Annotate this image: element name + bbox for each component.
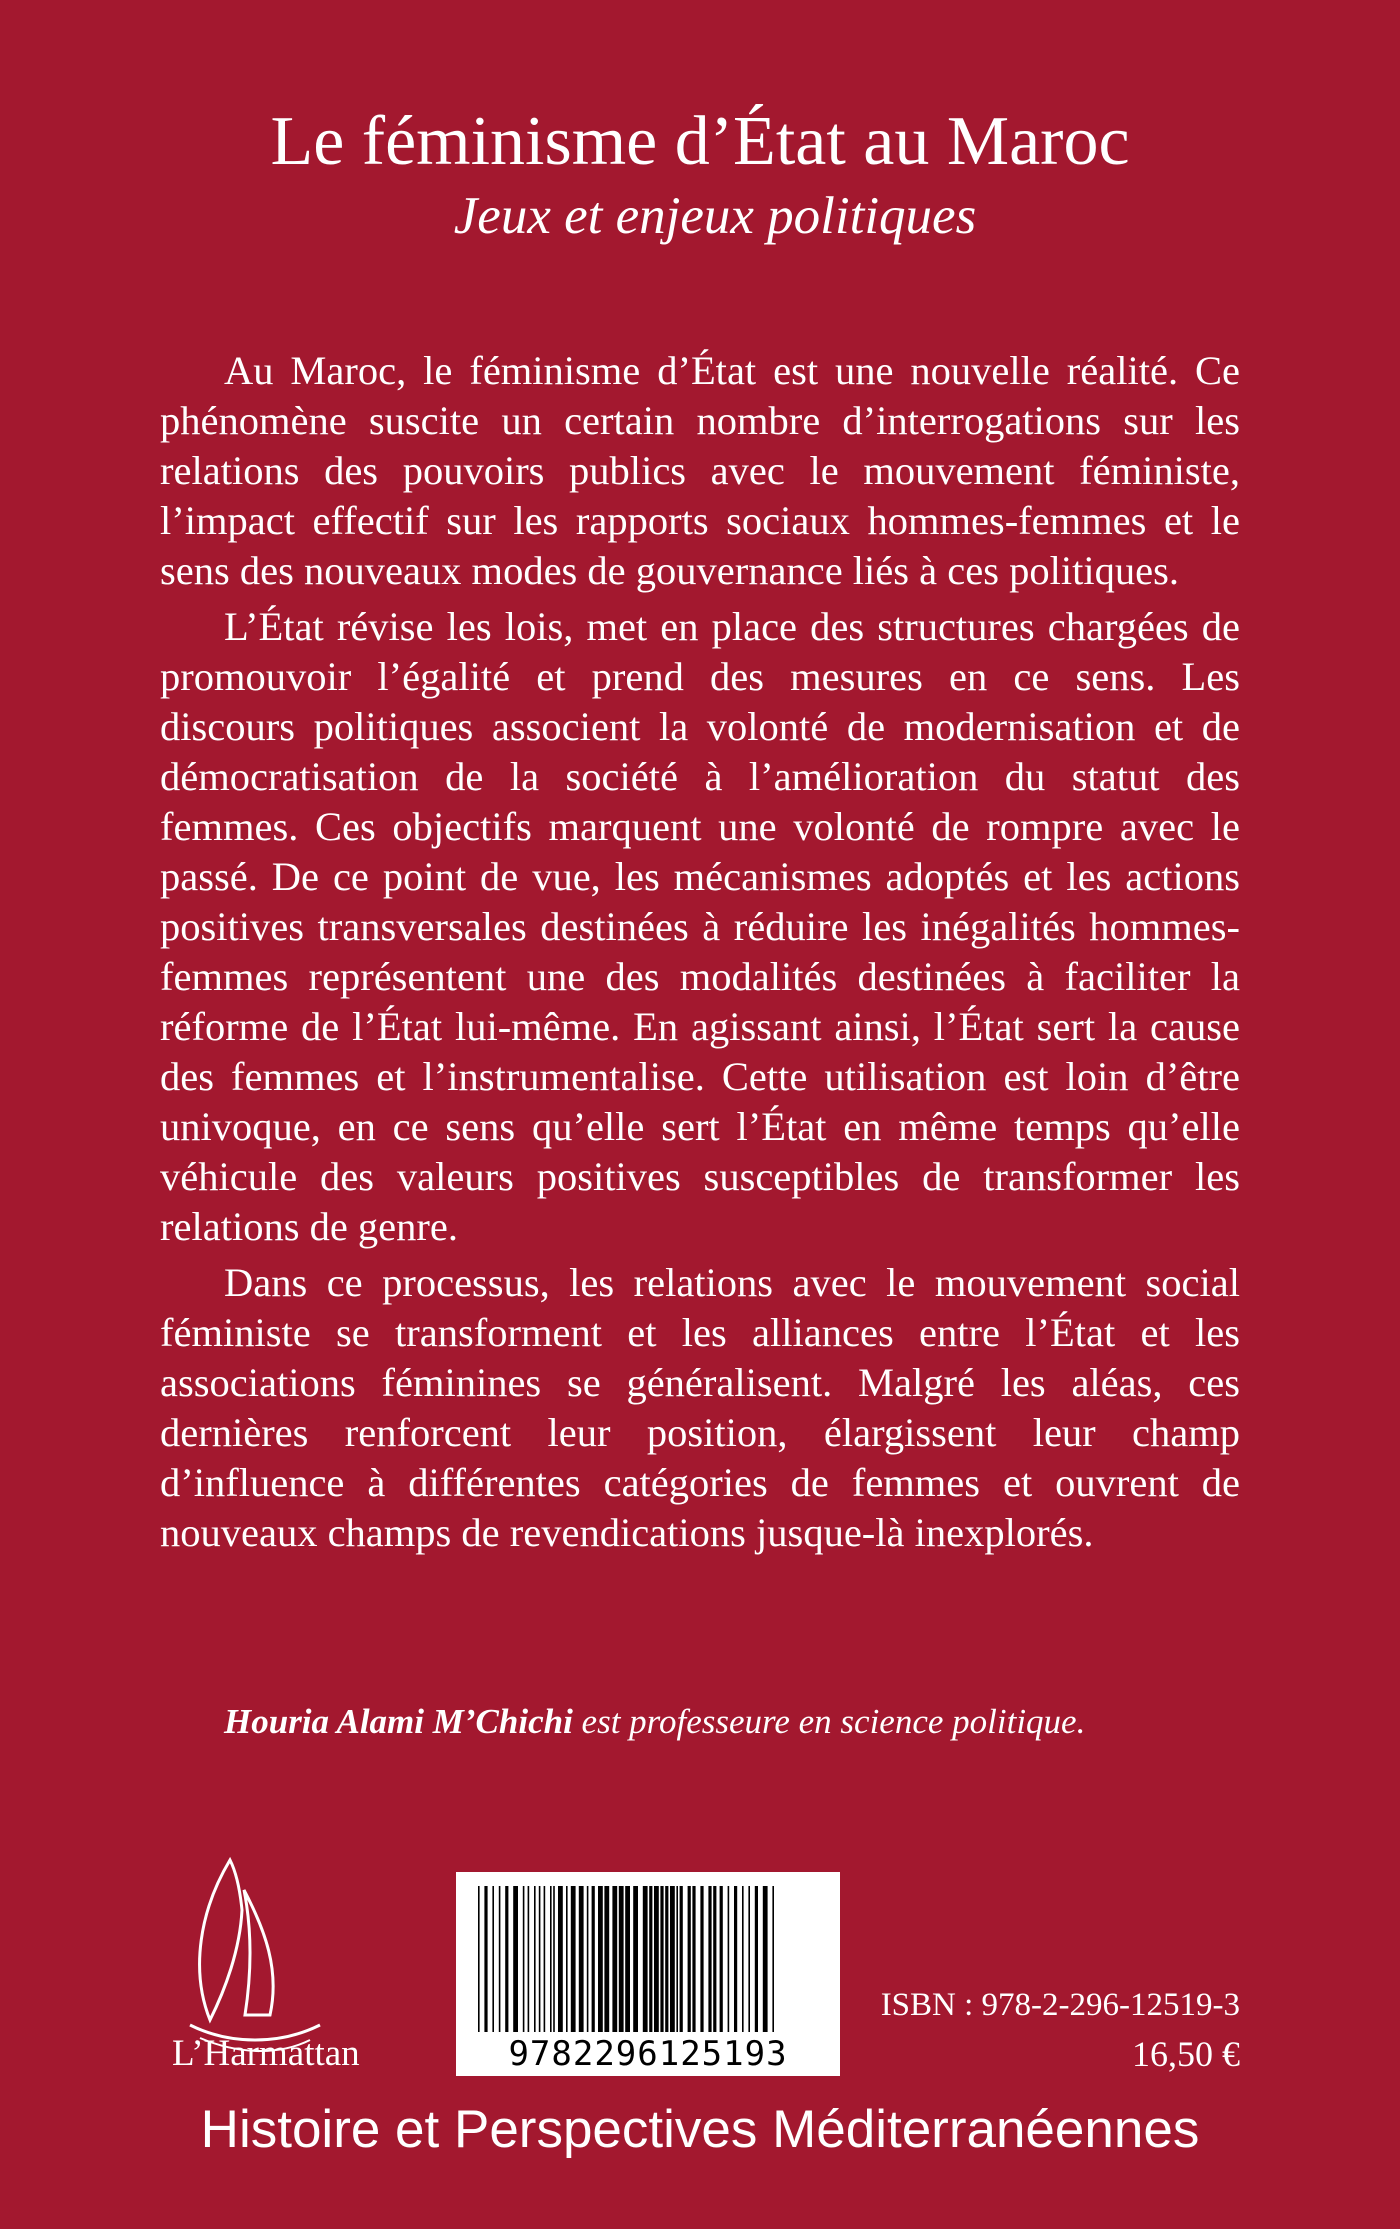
author-role: est professeure en science politique. bbox=[581, 1702, 1086, 1741]
barcode-bar bbox=[708, 1886, 711, 2032]
barcode-bar bbox=[571, 1886, 576, 2032]
barcode-bar bbox=[748, 1886, 750, 2032]
barcode-bar bbox=[492, 1886, 494, 2032]
barcode-bar bbox=[550, 1886, 552, 2032]
publisher-name: L’Harmattan bbox=[172, 2033, 360, 2074]
barcode-bar bbox=[772, 1886, 774, 2032]
barcode-bar bbox=[587, 1886, 589, 2032]
book-title: Le féminisme d’État au Maroc bbox=[270, 103, 1130, 180]
barcode-bar bbox=[742, 1886, 744, 2032]
barcode-bar bbox=[720, 1886, 723, 2032]
back-cover-summary bbox=[160, 346, 1240, 1564]
barcode-bar bbox=[478, 1886, 480, 2032]
barcode bbox=[456, 1872, 840, 2076]
barcode-bar bbox=[619, 1886, 624, 2032]
barcode-bar bbox=[566, 1886, 568, 2032]
summary-paragraph: Au Maroc, le féminisme d’État est une nouvelle réalité. Ce phénomène suscite un certain nombre d’interrogations sur les relations des pouvoirs publics avec le mouvement féministe, l’impact effectif sur les rapports sociaux hommes-femmes et le sens des nouveaux modes de gouvernance liés à ces politiques. bbox=[160, 348, 1240, 593]
barcode-bar bbox=[505, 1886, 508, 2032]
barcode-bar bbox=[692, 1886, 695, 2032]
barcode-bar bbox=[553, 1886, 555, 2032]
barcode-bar bbox=[539, 1886, 541, 2032]
barcode-bar bbox=[544, 1886, 546, 2032]
barcode-bars bbox=[476, 1886, 820, 2032]
barcode-bar bbox=[625, 1886, 630, 2032]
barcode-bar bbox=[523, 1886, 525, 2032]
barcode-bar bbox=[484, 1886, 487, 2032]
barcode-bar bbox=[579, 1886, 584, 2032]
summary-paragraph: L’État révise les lois, met en place des structures chargées de promouvoir l’égalité et prend des mesures en ce sens. Les discours politiques associent la volonté de modernisation et de démocratisation de la société à l’amélioration du statut des femmes. Ces objectifs marquent une volonté de rompre avec le passé. De ce point de vue, les mécanismes adoptés et les actions positives transversales destinées à réduire les inégalités hommes-femmes représentent une des modalités destinées à faciliter la réforme de l’État lui-même. En agissant ainsi, l’État sert la cause des femmes et l’instrumentalise. Cette utilisation est loin d’être univoque, en ce sens qu’elle sert l’État en même temps qu’elle véhicule des valeurs positives susceptibles de transformer les relations de genre. bbox=[160, 604, 1240, 1249]
barcode-bar bbox=[688, 1886, 691, 2032]
barcode-bar bbox=[612, 1886, 617, 2032]
barcode-bar bbox=[499, 1886, 501, 2032]
barcode-bar bbox=[660, 1886, 663, 2032]
price: 16,50 € bbox=[1132, 2034, 1240, 2074]
barcode-bar bbox=[654, 1886, 659, 2032]
isbn: ISBN : 978-2-296-12519-3 bbox=[880, 1987, 1240, 2023]
barcode-bar bbox=[670, 1886, 675, 2032]
barcode-bar bbox=[513, 1886, 518, 2032]
barcode-bar bbox=[534, 1886, 536, 2032]
author-name: Houria Alami M’Chichi bbox=[224, 1702, 573, 1741]
barcode-bar bbox=[755, 1886, 758, 2032]
barcode-bar bbox=[665, 1886, 668, 2032]
book-subtitle: Jeux et enjeux politiques bbox=[453, 187, 977, 245]
barcode-bar bbox=[728, 1886, 730, 2032]
barcode-bar bbox=[713, 1886, 716, 2032]
author-note bbox=[224, 1700, 1224, 1744]
collection-name: Histoire et Perspectives Méditerranéennes bbox=[200, 2100, 1200, 2159]
barcode-bar bbox=[763, 1886, 768, 2032]
barcode-bar bbox=[604, 1886, 609, 2032]
barcode-bar bbox=[633, 1886, 638, 2032]
barcode-bar bbox=[700, 1886, 703, 2032]
barcode-bar bbox=[558, 1886, 563, 2032]
barcode-bar bbox=[734, 1886, 737, 2032]
barcode-bar bbox=[676, 1886, 678, 2032]
barcode-digits: 9782296125193 bbox=[508, 2034, 788, 2074]
barcode-bar bbox=[528, 1886, 530, 2032]
barcode-bar bbox=[649, 1886, 652, 2032]
summary-paragraph: Dans ce processus, les relations avec le mouvement social féministe se transforment et les alliances entre l’État et les associations féminines se généralisent. Malgré les aléas, ces dernières renforcent leur position, élargissent leur champ d’influence à différentes catégories de femmes et ouvrent de nouveaux champs de revendications jusque-là inexplorés. bbox=[160, 1260, 1240, 1555]
barcode-bar bbox=[643, 1886, 648, 2032]
barcode-bar bbox=[592, 1886, 595, 2032]
barcode-bar bbox=[598, 1886, 603, 2032]
barcode-bar bbox=[680, 1886, 683, 2032]
